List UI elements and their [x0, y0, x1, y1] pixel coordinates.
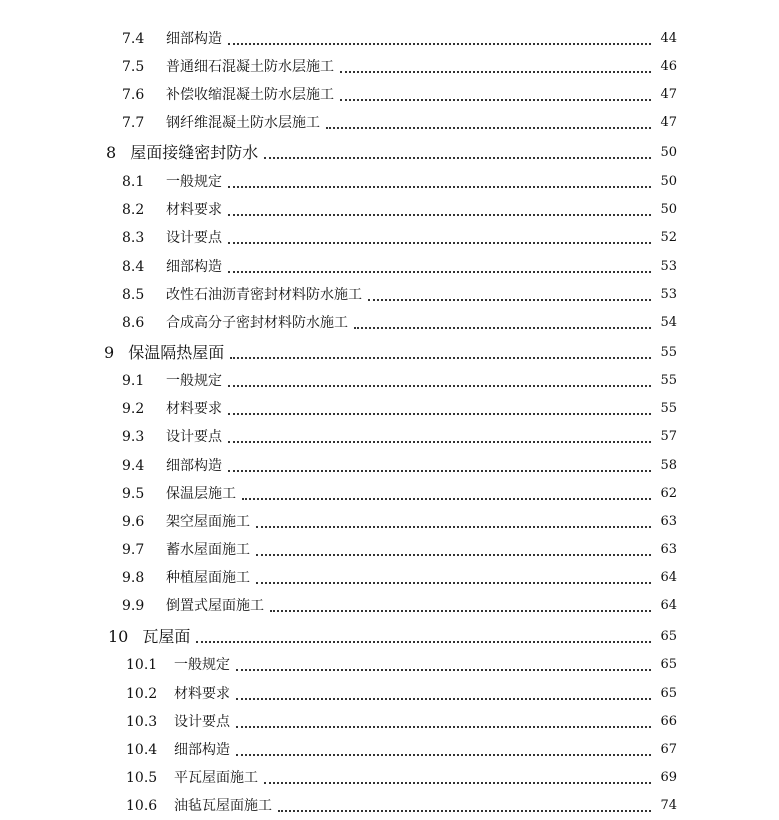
toc-entry[interactable] — [0, 26, 779, 52]
page-number: 55 — [660, 345, 677, 360]
section-title: 架空屋面施工 — [166, 514, 250, 530]
dot-leader — [236, 688, 651, 700]
toc-entry[interactable] — [0, 652, 779, 678]
toc-entry[interactable] — [0, 282, 779, 308]
chapter-title: 保温隔热屋面 — [128, 343, 225, 362]
section-number: 8.6 — [122, 315, 145, 331]
toc-entry[interactable] — [0, 197, 779, 223]
section-title: 改性石油沥青密封材料防水施工 — [166, 287, 362, 303]
toc-entry[interactable] — [0, 709, 779, 735]
page-number: 50 — [660, 145, 677, 160]
dot-leader — [326, 117, 651, 129]
page-number: 67 — [660, 742, 677, 757]
dot-leader — [256, 572, 651, 584]
toc-entry[interactable] — [0, 565, 779, 591]
toc-chapter-entry[interactable] — [0, 624, 779, 650]
section-title: 种植屋面施工 — [166, 570, 250, 586]
dot-leader — [354, 317, 651, 329]
dot-leader — [236, 716, 651, 728]
dot-leader — [256, 516, 651, 528]
chapter-number: 9 — [104, 343, 115, 362]
section-title: 保温层施工 — [166, 486, 236, 502]
toc-entry[interactable] — [0, 169, 779, 195]
dot-leader — [228, 232, 651, 244]
page-number: 55 — [660, 373, 677, 388]
page-number: 64 — [660, 570, 677, 585]
toc-chapter-entry[interactable] — [0, 340, 779, 366]
page-number: 69 — [660, 770, 677, 785]
page-number: 65 — [660, 686, 677, 701]
section-number: 7.5 — [122, 59, 145, 75]
dot-leader — [278, 800, 651, 812]
section-title: 蓄水屋面施工 — [166, 542, 250, 558]
dot-leader — [228, 204, 651, 216]
page-number: 66 — [660, 714, 677, 729]
toc-entry[interactable] — [0, 82, 779, 108]
toc-chapter-entry[interactable] — [0, 140, 779, 166]
section-number: 10.5 — [126, 770, 158, 786]
page-number: 50 — [660, 174, 677, 189]
dot-leader — [242, 488, 651, 500]
section-title: 倒置式屋面施工 — [166, 598, 264, 614]
section-title: 设计要点 — [174, 714, 230, 730]
page-number: 44 — [660, 31, 677, 46]
section-number: 9.7 — [122, 542, 145, 558]
dot-leader — [228, 431, 651, 443]
section-number: 10.6 — [126, 798, 158, 814]
toc-entry[interactable] — [0, 225, 779, 251]
section-title: 一般规定 — [166, 174, 222, 190]
dot-leader — [230, 347, 651, 359]
page-number: 54 — [660, 315, 677, 330]
dot-leader — [236, 659, 651, 671]
page-number: 52 — [660, 230, 677, 245]
page-number: 53 — [660, 259, 677, 274]
dot-leader — [340, 61, 651, 73]
chapter-title: 瓦屋面 — [142, 627, 191, 646]
page-number: 57 — [660, 429, 677, 444]
section-number: 7.7 — [122, 115, 145, 131]
page-number: 64 — [660, 598, 677, 613]
page-number: 53 — [660, 287, 677, 302]
section-number: 9.3 — [122, 429, 145, 445]
section-title: 平瓦屋面施工 — [174, 770, 258, 786]
page-number: 62 — [660, 486, 677, 501]
section-title: 细部构造 — [174, 742, 230, 758]
section-number: 9.4 — [122, 458, 145, 474]
dot-leader — [228, 375, 651, 387]
section-number: 7.4 — [122, 31, 145, 47]
dot-leader — [228, 33, 651, 45]
section-title: 细部构造 — [166, 259, 222, 275]
dot-leader — [228, 403, 651, 415]
section-title: 材料要求 — [174, 686, 230, 702]
section-number: 10.3 — [126, 714, 158, 730]
section-number: 9.5 — [122, 486, 145, 502]
dot-leader — [264, 772, 651, 784]
toc-entry[interactable] — [0, 765, 779, 791]
section-title: 材料要求 — [166, 202, 222, 218]
toc-entry[interactable] — [0, 368, 779, 394]
dot-leader — [228, 460, 651, 472]
section-number: 9.1 — [122, 373, 145, 389]
section-title: 油毡瓦屋面施工 — [174, 798, 272, 814]
page-number: 63 — [660, 542, 677, 557]
section-number: 9.9 — [122, 598, 145, 614]
page-number: 55 — [660, 401, 677, 416]
toc-entry[interactable] — [0, 424, 779, 450]
section-title: 补偿收缩混凝土防水层施工 — [166, 87, 334, 103]
page-number: 47 — [660, 115, 677, 130]
section-number: 9.8 — [122, 570, 145, 586]
dot-leader — [236, 744, 651, 756]
page-number: 50 — [660, 202, 677, 217]
dot-leader — [196, 631, 651, 643]
page-number: 74 — [660, 798, 677, 813]
dot-leader — [228, 261, 651, 273]
toc-entry[interactable] — [0, 737, 779, 763]
toc-entry[interactable] — [0, 793, 779, 819]
toc-entry[interactable] — [0, 110, 779, 136]
section-title: 钢纤维混凝土防水层施工 — [166, 115, 320, 131]
chapter-number: 10 — [108, 627, 129, 646]
page-number: 63 — [660, 514, 677, 529]
section-number: 10.1 — [126, 657, 158, 673]
section-title: 设计要点 — [166, 230, 222, 246]
toc-entry[interactable] — [0, 537, 779, 563]
section-title: 设计要点 — [166, 429, 222, 445]
section-number: 8.5 — [122, 287, 145, 303]
dot-leader — [264, 147, 651, 159]
section-number: 9.2 — [122, 401, 145, 417]
dot-leader — [256, 544, 651, 556]
chapter-title: 屋面接缝密封防水 — [130, 143, 259, 162]
section-number: 7.6 — [122, 87, 145, 103]
page-number: 47 — [660, 87, 677, 102]
dot-leader — [228, 176, 651, 188]
page-number: 58 — [660, 458, 677, 473]
section-number: 9.6 — [122, 514, 145, 530]
section-title: 细部构造 — [166, 31, 222, 47]
section-title: 合成高分子密封材料防水施工 — [166, 315, 348, 331]
toc-entry[interactable] — [0, 254, 779, 280]
section-title: 材料要求 — [166, 401, 222, 417]
section-number: 10.4 — [126, 742, 158, 758]
toc-entry[interactable] — [0, 396, 779, 422]
section-number: 8.2 — [122, 202, 145, 218]
section-title: 普通细石混凝土防水层施工 — [166, 59, 334, 75]
section-number: 10.2 — [126, 686, 158, 702]
section-number: 8.3 — [122, 230, 145, 246]
page-number: 46 — [660, 59, 677, 74]
dot-leader — [270, 600, 651, 612]
chapter-number: 8 — [106, 143, 117, 162]
toc-entry[interactable] — [0, 310, 779, 336]
toc-entry[interactable] — [0, 509, 779, 535]
section-number: 8.4 — [122, 259, 145, 275]
dot-leader — [340, 89, 651, 101]
toc-entry[interactable] — [0, 681, 779, 707]
dot-leader — [368, 289, 651, 301]
toc-entry[interactable] — [0, 54, 779, 80]
section-title: 细部构造 — [166, 458, 222, 474]
section-number: 8.1 — [122, 174, 145, 190]
page-number: 65 — [660, 629, 677, 644]
toc-entry[interactable] — [0, 453, 779, 479]
page-number: 65 — [660, 657, 677, 672]
section-title: 一般规定 — [166, 373, 222, 389]
toc-entry[interactable] — [0, 481, 779, 507]
section-title: 一般规定 — [174, 657, 230, 673]
toc-entry[interactable] — [0, 593, 779, 619]
